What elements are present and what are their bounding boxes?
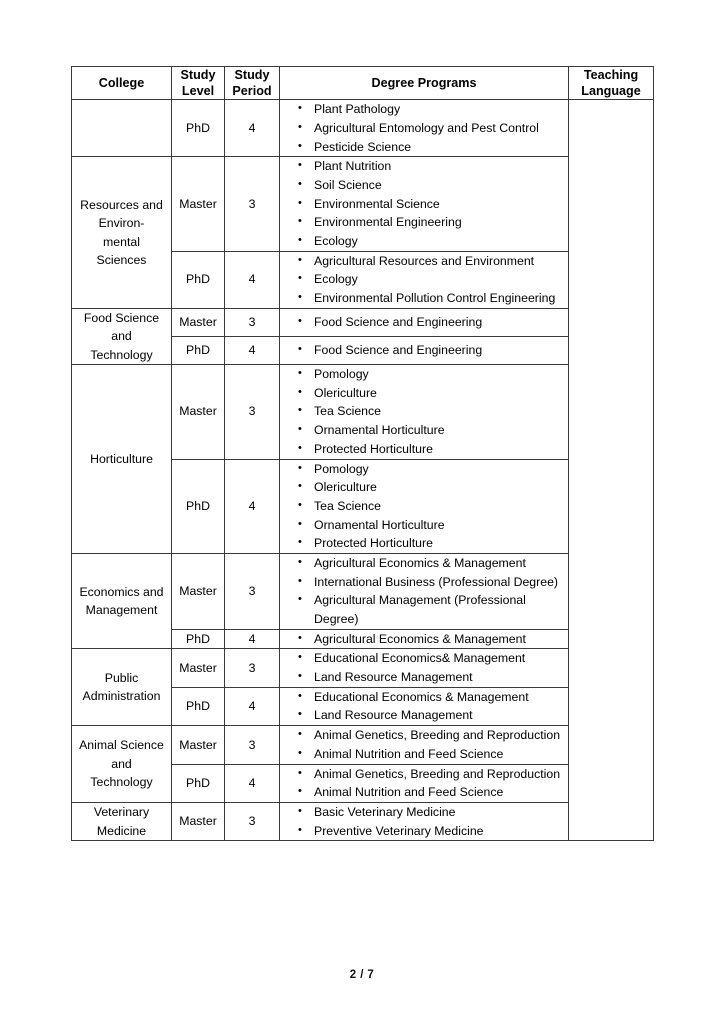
teaching-language-line2: Language — [581, 84, 641, 99]
degree-program-item: • Pesticide Science — [314, 138, 568, 157]
degree-programs-list — [280, 803, 568, 840]
degree-programs-list — [280, 460, 568, 553]
table-row — [72, 308, 654, 336]
table-row — [72, 157, 654, 251]
study-period-cell: 3 — [225, 365, 280, 459]
degree-programs-list — [280, 688, 568, 725]
degree-program-item: • Plant Nutrition — [314, 157, 568, 176]
degree-programs-cell — [280, 726, 569, 764]
table-header-row — [72, 67, 654, 100]
study-period-cell: 3 — [225, 649, 280, 687]
college-name-line: Medicine — [96, 823, 147, 838]
study-level-line1: Study — [180, 68, 216, 82]
study-level-cell: Master — [172, 308, 225, 336]
college-name-cell — [72, 365, 172, 554]
study-level-cell: PhD — [172, 336, 225, 364]
study-level-cell: Master — [172, 802, 225, 840]
degree-program-item: • Tea Science — [314, 402, 568, 421]
degree-program-item: • Land Resource Management — [314, 706, 568, 725]
degree-program-item: • Ecology — [314, 270, 568, 289]
degree-programs-table — [71, 66, 654, 841]
study-level-line2: Level — [181, 84, 215, 99]
college-name-line: Administration — [82, 689, 161, 704]
column-header-degree-programs: Degree Programs — [280, 67, 569, 100]
degree-programs-list — [280, 341, 568, 360]
table-row — [72, 553, 654, 629]
study-level-cell: Master — [172, 649, 225, 687]
degree-program-item: • Agricultural Entomology and Pest Control — [314, 119, 568, 138]
degree-programs-cell — [280, 157, 569, 251]
table-body — [72, 100, 654, 841]
study-level-cell: PhD — [172, 687, 225, 725]
degree-program-item: • Environmental Engineering — [314, 213, 568, 232]
degree-program-item: • Environmental Science — [314, 195, 568, 214]
degree-program-item: • Olericulture — [314, 478, 568, 497]
study-period-cell: 4 — [225, 100, 280, 157]
degree-programs-list — [280, 765, 568, 802]
degree-program-item: • Agricultural Resources and Environment — [314, 252, 568, 271]
degree-programs-list — [280, 100, 568, 156]
study-level-cell: Master — [172, 553, 225, 629]
study-level-cell: PhD — [172, 251, 225, 308]
study-period-cell: 3 — [225, 157, 280, 251]
degree-programs-list — [280, 554, 568, 629]
study-period-cell: 4 — [225, 687, 280, 725]
teaching-language-line1: Teaching — [583, 68, 639, 82]
degree-programs-list — [280, 252, 568, 308]
degree-program-item: • Ornamental Horticulture — [314, 421, 568, 440]
college-name-line: Economics and — [79, 584, 164, 599]
degree-program-item: • Plant Pathology — [314, 100, 568, 119]
college-name-cell — [72, 157, 172, 309]
degree-programs-cell — [280, 553, 569, 629]
college-name-line: Food Science — [83, 310, 160, 325]
column-header-study-period — [225, 67, 280, 100]
degree-programs-cell — [280, 459, 569, 553]
study-period-line1: Study — [234, 68, 270, 82]
study-level-cell: PhD — [172, 629, 225, 649]
college-name-line: and — [111, 756, 132, 771]
degree-programs-list — [280, 649, 568, 686]
degree-program-item: • Animal Nutrition and Feed Science — [314, 783, 568, 802]
study-level-cell: Master — [172, 157, 225, 251]
study-period-cell: 3 — [225, 308, 280, 336]
degree-programs-cell — [280, 308, 569, 336]
degree-programs-list — [280, 630, 568, 649]
study-level-cell: PhD — [172, 764, 225, 802]
college-name-cell — [72, 553, 172, 648]
college-name-line: Technology — [90, 775, 153, 790]
degree-program-item: • Educational Economics& Management — [314, 649, 568, 668]
college-name-line: and — [111, 329, 132, 344]
college-name-line: Management — [85, 603, 158, 618]
table-row — [72, 802, 654, 840]
degree-programs-list — [280, 157, 568, 250]
college-name-line: Veterinary — [93, 805, 150, 820]
degree-program-item: • Agricultural Management (Professional Degree) — [314, 591, 568, 628]
study-period-cell: 4 — [225, 251, 280, 308]
study-level-cell: Master — [172, 365, 225, 459]
degree-program-item: • Protected Horticulture — [314, 534, 568, 553]
degree-programs-cell — [280, 764, 569, 802]
degree-program-item: • Land Resource Management — [314, 668, 568, 687]
column-header-college: College — [72, 67, 172, 100]
study-level-cell: Master — [172, 726, 225, 764]
degree-program-item: • Ecology — [314, 232, 568, 251]
college-name-cell — [72, 726, 172, 803]
table-row — [72, 100, 654, 157]
degree-program-item: • Soil Science — [314, 176, 568, 195]
college-name-cell — [72, 802, 172, 840]
degree-program-item: • Olericulture — [314, 384, 568, 403]
college-name-line: Resources and — [80, 197, 163, 212]
study-period-cell: 4 — [225, 336, 280, 364]
degree-programs-cell — [280, 649, 569, 687]
degree-program-item: • Ornamental Horticulture — [314, 516, 568, 535]
college-name-line: Technology — [90, 347, 153, 362]
college-name-line: Public — [104, 670, 139, 685]
degree-program-item: • Animal Genetics, Breeding and Reproduction — [314, 726, 568, 745]
study-level-cell: PhD — [172, 459, 225, 553]
degree-programs-cell — [280, 100, 569, 157]
degree-program-item: • Pomology — [314, 460, 568, 479]
study-period-cell: 3 — [225, 553, 280, 629]
column-header-teaching-language — [569, 67, 654, 100]
degree-program-item: • Basic Veterinary Medicine — [314, 803, 568, 822]
degree-program-item: • Environmental Pollution Control Engineering — [314, 289, 568, 308]
degree-program-item: • Food Science and Engineering — [314, 341, 568, 360]
table-row — [72, 649, 654, 687]
degree-program-item: • Animal Genetics, Breeding and Reproduction — [314, 765, 568, 784]
table-header — [72, 67, 654, 100]
study-period-cell: 4 — [225, 764, 280, 802]
degree-program-item: • International Business (Professional Degree) — [314, 573, 568, 592]
college-name-cell — [72, 308, 172, 364]
degree-programs-cell — [280, 802, 569, 840]
degree-programs-cell — [280, 365, 569, 459]
college-name-line: Environ- — [98, 216, 145, 231]
table-row — [72, 365, 654, 459]
degree-program-item: • Pomology — [314, 365, 568, 384]
college-name-cell — [72, 100, 172, 157]
page-number-footer: 2 / 7 — [349, 969, 375, 981]
degree-program-item: • Tea Science — [314, 497, 568, 516]
college-name-line: Animal Science — [79, 738, 164, 753]
degree-program-item: • Educational Economics & Management — [314, 688, 568, 707]
degree-program-item: • Animal Nutrition and Feed Science — [314, 745, 568, 764]
degree-program-item: • Protected Horticulture — [314, 440, 568, 459]
college-name-line: Horticulture — [90, 451, 153, 466]
teaching-language-cell — [569, 100, 654, 841]
degree-program-item: • Agricultural Economics & Management — [314, 630, 568, 649]
degree-programs-cell — [280, 629, 569, 649]
degree-programs-table-wrapper — [71, 66, 654, 841]
degree-programs-list — [280, 365, 568, 458]
study-period-cell: 3 — [225, 726, 280, 764]
college-name-line: Sciences — [96, 252, 147, 267]
degree-program-item: • Agricultural Economics & Management — [314, 554, 568, 573]
degree-programs-list — [280, 726, 568, 763]
study-level-cell: PhD — [172, 100, 225, 157]
college-name-cell — [72, 649, 172, 726]
degree-programs-cell — [280, 687, 569, 725]
degree-programs-list — [280, 313, 568, 332]
study-period-cell: 3 — [225, 802, 280, 840]
study-period-line2: Period — [232, 84, 272, 99]
degree-program-item: • Preventive Veterinary Medicine — [314, 822, 568, 841]
study-period-cell: 4 — [225, 629, 280, 649]
degree-program-item: • Food Science and Engineering — [314, 313, 568, 332]
table-row — [72, 726, 654, 764]
degree-programs-cell — [280, 251, 569, 308]
column-header-study-level — [172, 67, 225, 100]
study-period-cell: 4 — [225, 459, 280, 553]
degree-programs-cell — [280, 336, 569, 364]
college-name-line: mental — [103, 234, 140, 249]
